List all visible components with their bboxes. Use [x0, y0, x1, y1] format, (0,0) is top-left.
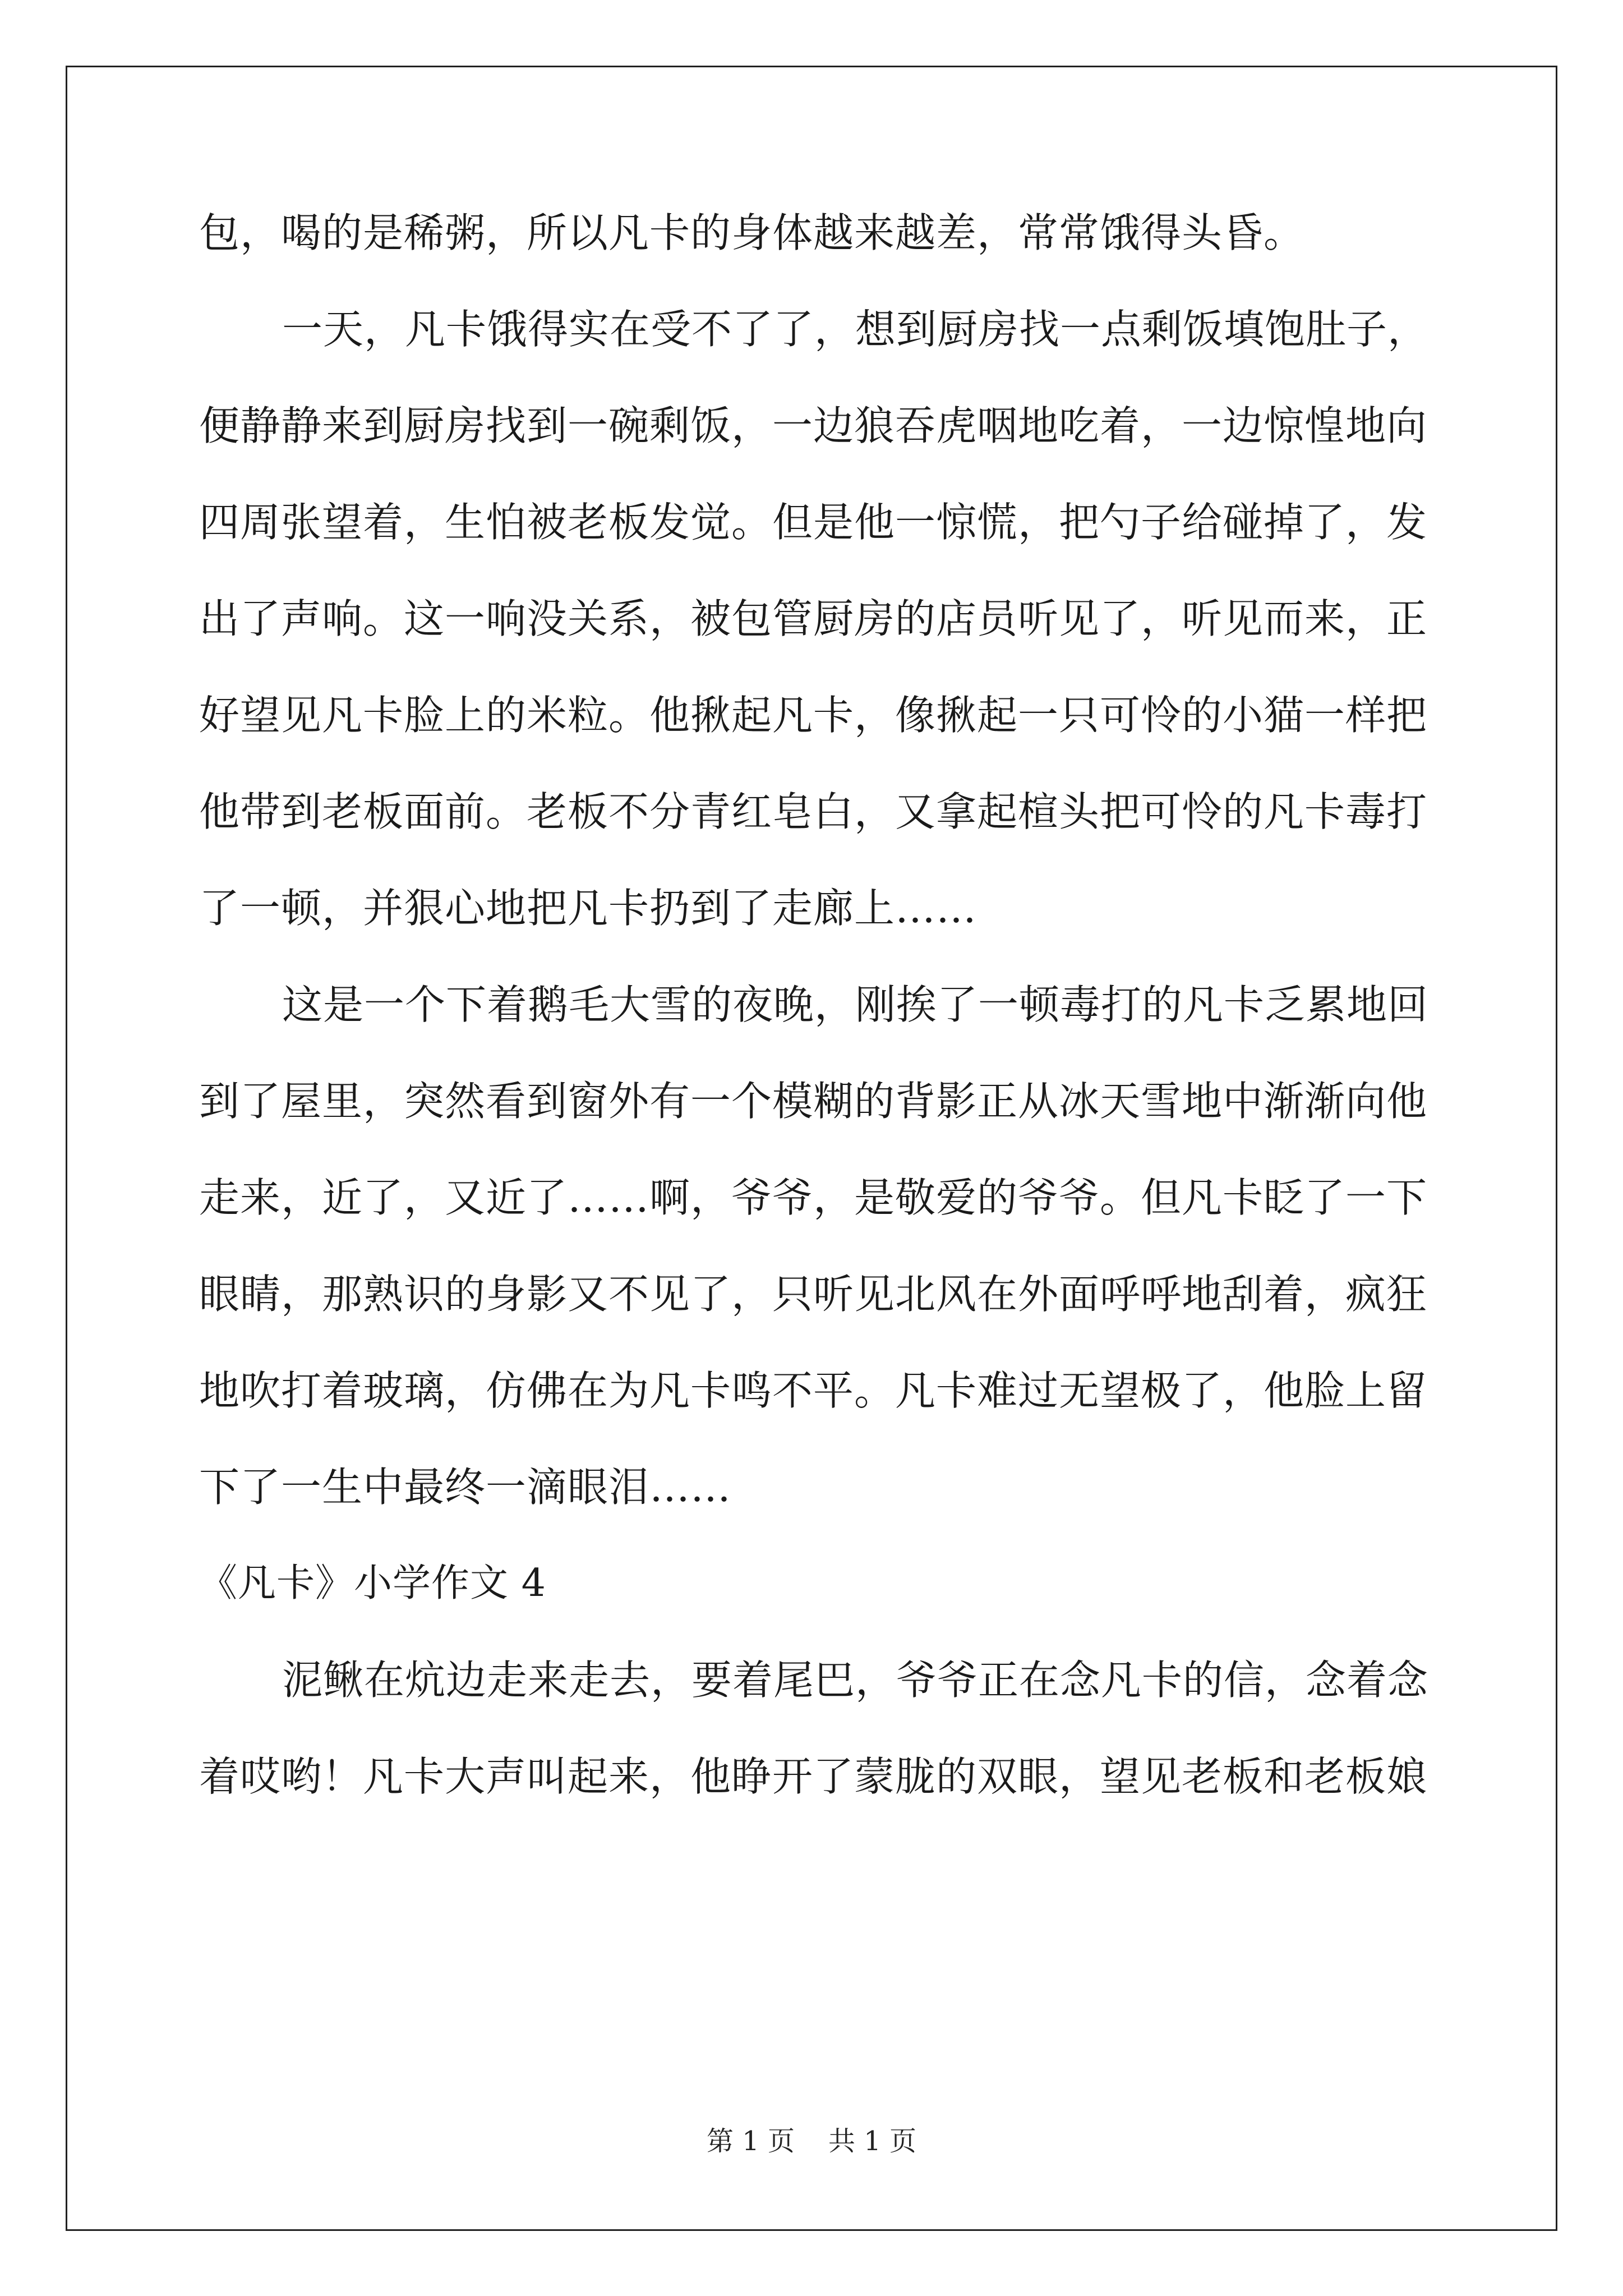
paragraph-line: 这是一个下着鹅毛大雪的夜晚，刚挨了一顿毒打的凡卡乏累地回: [282, 981, 1429, 1028]
paragraph-line: 到了屋里，突然看到窗外有一个模糊的背影正从冰天雪地中渐渐向他: [199, 1078, 1428, 1125]
section-heading: 《凡卡》小学作文 4: [199, 1561, 546, 1605]
paragraph-line: 包，喝的是稀粥，所以凡卡的身体越来越差，常常饿得头昏。: [199, 209, 1305, 256]
paragraph-line: 眼睛，那熟识的身影又不见了，只听见北风在外面呼呼地刮着，疯狂: [199, 1271, 1428, 1318]
paragraph-line: 四周张望着，生怕被老板发觉。但是他一惊慌，把勺子给碰掉了，发: [199, 499, 1428, 546]
paragraph-line: 地吹打着玻璃，仿佛在为凡卡鸣不平。凡卡难过无望极了，他脸上留: [199, 1367, 1428, 1414]
paragraph-line: 好望见凡卡脸上的米粒。他揪起凡卡，像揪起一只可怜的小猫一样把: [199, 692, 1428, 739]
paragraph-line: 泥鳅在炕边走来走去，要着尾巴，爷爷正在念凡卡的信，念着念: [282, 1657, 1429, 1704]
page-total: 共 1 页: [828, 2125, 917, 2157]
page-number: 第 1 页: [706, 2125, 795, 2157]
page-footer: [0, 2119, 1623, 2158]
paragraph-line: 便静静来到厨房找到一碗剩饭，一边狼吞虎咽地吃着，一边惊惶地向: [199, 402, 1428, 449]
paragraph-line: 一天，凡卡饿得实在受不了了，想到厨房找一点剩饭填饱肚子，: [282, 306, 1429, 353]
paragraph-line: 下了一生中最终一滴眼泪……: [199, 1464, 732, 1511]
paragraph-line: 出了声响。这一响没关系，被包管厨房的店员听见了，听见而来，正: [199, 595, 1428, 642]
paragraph-line: 走来，近了，又近了……啊，爷爷，是敬爱的爷爷。但凡卡眨了一下: [199, 1174, 1428, 1221]
page-border: [66, 66, 1557, 2231]
paragraph-line: 着哎哟！凡卡大声叫起来，他睁开了蒙胧的双眼，望见老板和老板娘: [199, 1753, 1428, 1800]
paragraph-line: 他带到老板面前。老板不分青红皂白，又拿起楦头把可怜的凡卡毒打: [199, 788, 1428, 835]
paragraph-line: 了一顿，并狠心地把凡卡扔到了走廊上……: [199, 885, 978, 932]
